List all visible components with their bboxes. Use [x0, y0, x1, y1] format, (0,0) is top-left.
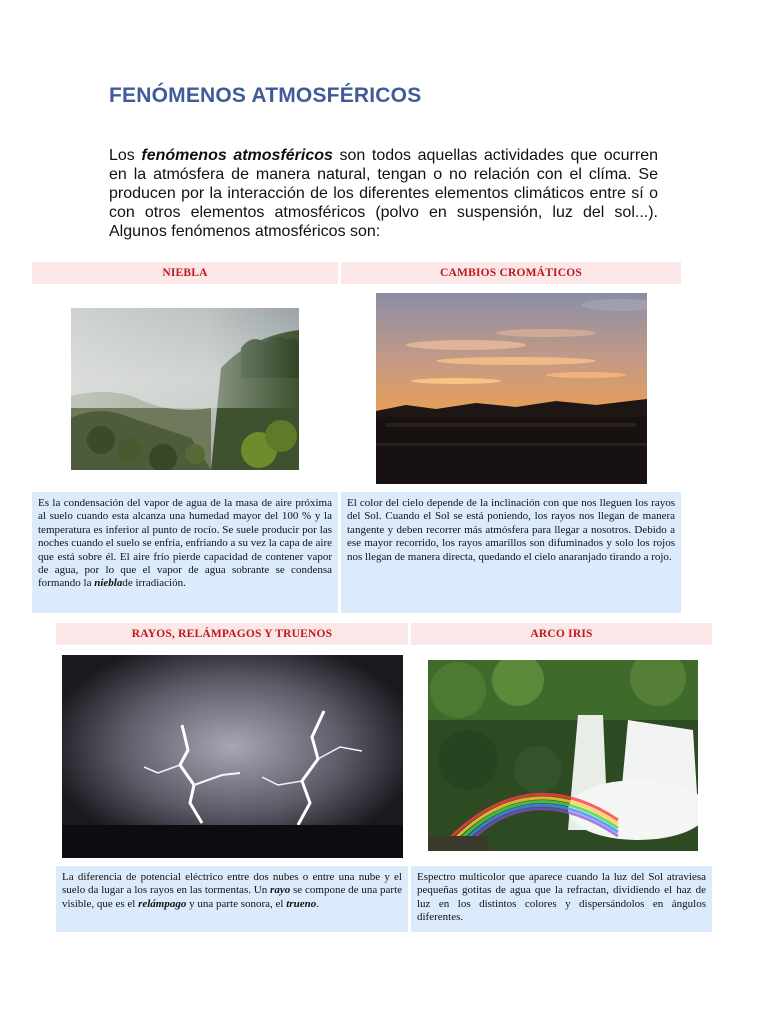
arco-description: Espectro multicolor que aparece cuando la luz del Sol atraviesa pequeñas gotitas de agua que la refractan, dividiendo el haz de luz en los distintos colores y dispersándolos en ángulos diferentes.: [411, 866, 712, 932]
rayos-header: RAYOS, RELÁMPAGOS Y TRUENOS: [56, 623, 408, 645]
cambios-description: El color del cielo depende de la inclinación con que nos lleguen los rayos del Sol. Cuando el Sol se está poniendo, los rayos nos llegan de manera tangente y deben recorrer más atmósfera para llegar a nosotros. Debido a ese mayor recorrido, los rayos amarillos son difuminados y solo los rojos nos llegan de manera directa, quedando el cielo anaranjado tirando a rojo.: [341, 492, 681, 613]
rayos-text-d: .: [316, 897, 319, 910]
rayos-description: [56, 866, 408, 932]
niebla-text-b: de irradiación.: [122, 577, 186, 590]
niebla-term: niebla: [94, 577, 123, 590]
intro-term: fenómenos atmosféricos: [141, 147, 333, 164]
cambios-header: CAMBIOS CROMÁTICOS: [341, 262, 681, 284]
rayos-term-2: relámpago: [138, 897, 187, 910]
niebla-description: [32, 492, 338, 613]
lightning-photo: [62, 655, 403, 858]
rainbow-waterfall-photo: [428, 660, 698, 851]
intro-body: son todos aquellas actividades que ocurren en la atmósfera de manera natural, tengan o no relación con el clíma. Se producen por la interacción de los diferentes elementos climáticos entre sí o con otros elementos atmosféricos (polvo en suspensión, luz del sol...). Algunos fenómenos atmosféricos son:: [109, 147, 658, 240]
rayos-term-3: trueno: [286, 897, 317, 910]
fog-photo: [71, 308, 299, 470]
rayos-term-1: rayo: [270, 884, 291, 897]
intro-lead: Los: [109, 147, 142, 164]
sunset-photo: [376, 293, 647, 484]
rayos-text-c: y una parte sonora, el: [186, 897, 287, 910]
arco-header: ARCO IRIS: [411, 623, 712, 645]
rayos-text-b: se compone de una parte visible, que es el: [62, 884, 403, 910]
niebla-text-a: Es la condensación del vapor de agua de la masa de aire próxima al suelo cuando esta alcanza una humedad mayor del 100 % y la temperatura es inferior al punto de rocío. Se suele producir por las noches cuando el suelo se enfría, enfriando a su vez la capa de aire que está sobre él. El aire frío pierde capacidad de contener vapor de agua, por lo que el vapor de agua sobrante se condensa formando la: [38, 497, 332, 590]
rayos-text-a: La diferencia de potencial eléctrico entre dos nubes o entre una nube y el suelo da lugar a los rayos en las tormentas. Un: [62, 871, 402, 897]
page-title: FENÓMENOS ATMOSFÉRICOS: [109, 84, 422, 107]
niebla-header: NIEBLA: [32, 262, 338, 284]
intro-paragraph: [109, 146, 658, 241]
